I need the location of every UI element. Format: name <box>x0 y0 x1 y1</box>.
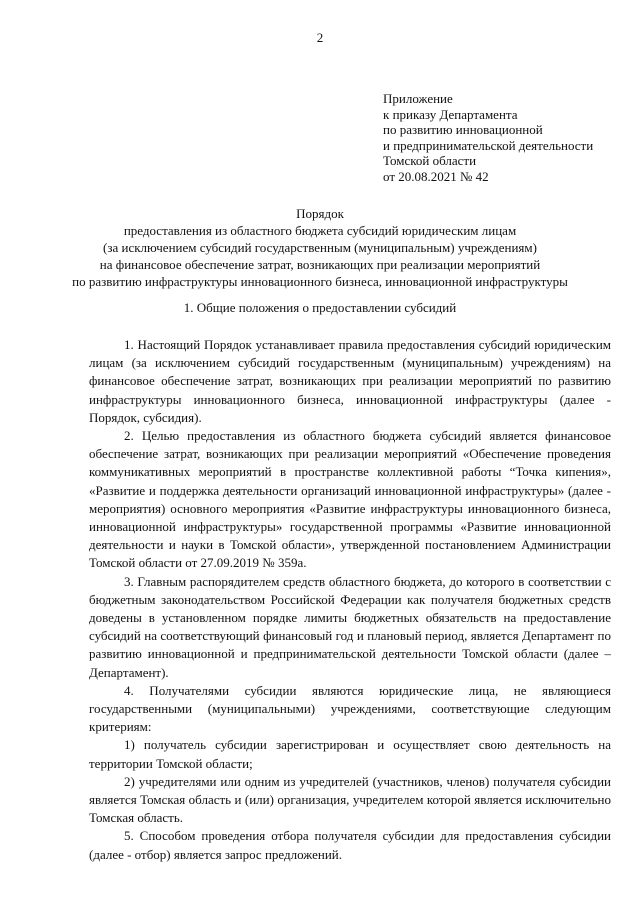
appendix-line: от 20.08.2021 № 42 <box>383 168 489 184</box>
appendix-block <box>383 91 593 185</box>
paragraph: 3. Главным распорядителем средств областного бюджета, до которого в соответствии с бюджетным законодательством Российской Федерации как получателя бюджетных средств доведены в установленном порядке лимиты бюджетных обязательств на предоставление субсидий на соответствующий финансовый год и плановый период, является Департамент по развитию инновационной и предпринимательской деятельности Томской области (далее – Департамент). <box>89 573 611 680</box>
document-title <box>0 205 640 290</box>
appendix-line: Приложение <box>383 91 453 106</box>
title-line: (за исключением субсидий государственным (муниципальным) учреждениям) <box>103 240 537 255</box>
section-heading: 1. Общие положения о предоставлении субсидий <box>183 300 457 315</box>
page-number: 2 <box>316 30 324 45</box>
paragraph: 4. Получателями субсидии являются юридические лица, не являющиеся государственными (муниципальными) учреждениями, соответствующие следующим критериям: <box>89 682 611 735</box>
body-text <box>89 336 611 864</box>
title-line: по развитию инфраструктуры инновационного бизнеса, инновационной инфраструктуры <box>72 274 568 289</box>
title-line: предоставления из областного бюджета субсидий юридическим лицам <box>123 223 517 238</box>
title-line: на финансовое обеспечение затрат, возникающих при реализации мероприятий <box>99 257 541 272</box>
appendix-line: Томской области <box>383 153 477 169</box>
paragraph: 1) получатель субсидии зарегистрирован и осуществляет свою деятельность на территории Томской области; <box>89 737 611 771</box>
paragraph: 1. Настоящий Порядок устанавливает правила предоставления субсидий юридическим лицам (за исключением субсидий государственным (муниципальным) учреждениям) на финансовое обеспечение затрат, возникающих при реализации мероприятий по развитию инфраструктуры инновационного бизнеса, инновационной инфраструктуры (далее - Порядок, субсидия). <box>89 337 611 425</box>
title-line: Порядок <box>296 206 344 221</box>
appendix-line: по развитию инновационной <box>383 122 543 138</box>
appendix-line: и предпринимательской деятельности <box>383 137 594 153</box>
paragraph: 2. Целью предоставления из областного бюджета субсидий является финансовое обеспечение затрат, возникающих при реализации мероприятий «Обеспечение проведения коммуникативных мероприятий в пространстве коллективной работы “Точка кипения», «Развитие и поддержка деятельности организаций инновационной инфраструктуры» (далее - мероприятия) основного мероприятия «Развитие инфраструктуры инновационного бизнеса, инновационной инфраструктуры» государственной программы «Развитие инновационной деятельности и науки в Томской области», утвержденной постановлением Администрации Томской области от 27.09.2019 № 359а. <box>89 428 611 571</box>
appendix-line: к приказу Департамента <box>383 106 518 122</box>
paragraph: 2) учредителями или одним из учредителей (участников, членов) получателя субсидии является Томская область и (или) организация, учредителем которой является исключительно Томская область. <box>89 773 611 826</box>
paragraph: 5. Способом проведения отбора получателя субсидии для предоставления субсидии (далее - отбор) является запрос предложений. <box>89 828 611 862</box>
